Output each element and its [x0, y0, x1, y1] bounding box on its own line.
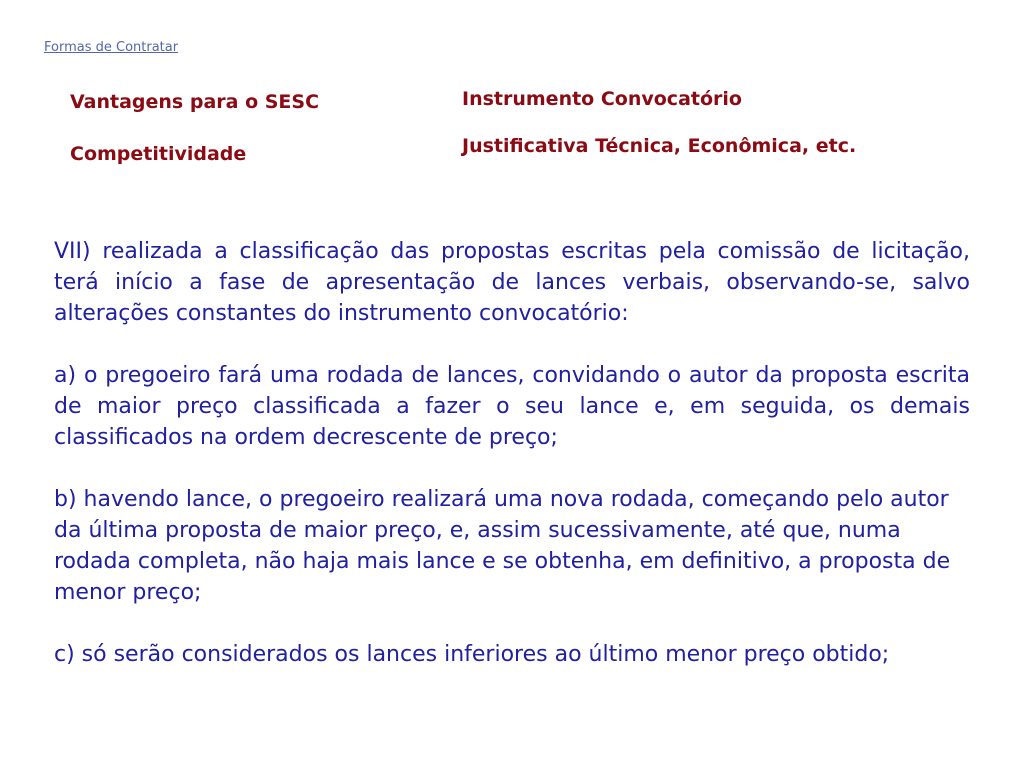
main-content: [54, 236, 970, 701]
vantagens-link[interactable]: Vantagens para o SESC: [70, 91, 320, 113]
formas-de-contratar-link[interactable]: Formas de Contratar: [44, 40, 179, 55]
instrumento-convocatorio-link[interactable]: Instrumento Convocatório: [462, 88, 742, 110]
paragraph-vii: VII) realizada a classificação das propostas escritas pela comissão de licitação, terá início a fase de apresentação de lances verbais, observando-se, salvo alterações constantes do instrumento convocatório:: [54, 239, 970, 326]
paragraph-b: b) havendo lance, o pregoeiro realizará uma nova rodada, começando pelo autor da última proposta de maior preço, e, assim sucessivamente, até que, numa rodada completa, não haja mais lance e se obtenha, em definitivo, a proposta de menor preço;: [54, 487, 951, 605]
paragraph-a: a) o pregoeiro fará uma rodada de lances, convidando o autor da proposta escrita de maior preço classificada a fazer o seu lance e, em seguida, os demais classificados na ordem decrescente de preço;: [54, 363, 970, 450]
paragraph-c: c) só serão considerados os lances inferiores ao último menor preço obtido;: [54, 642, 890, 667]
competitividade-link[interactable]: Competitividade: [70, 143, 247, 165]
justificativa-link[interactable]: Justificativa Técnica, Econômica, etc.: [462, 135, 857, 157]
